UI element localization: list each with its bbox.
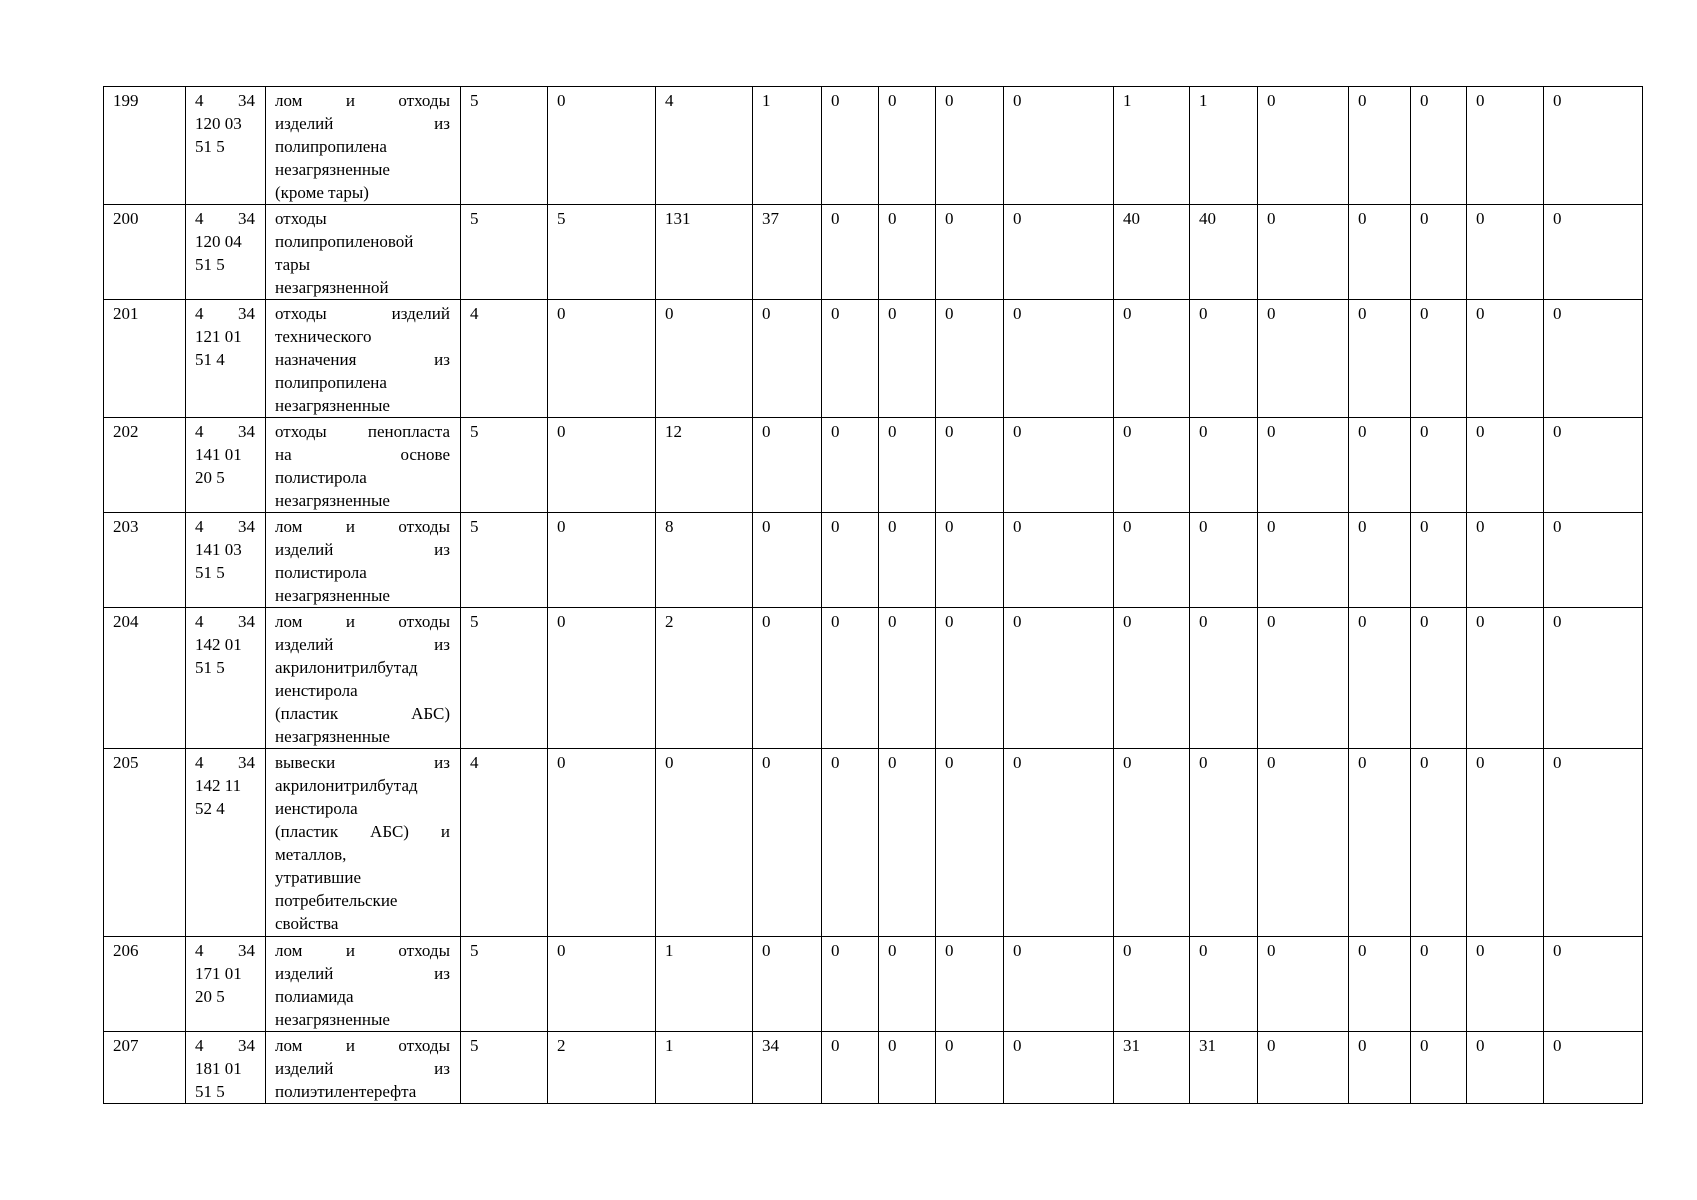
value-cell: 2 bbox=[656, 608, 753, 749]
waste-code-part: 34 bbox=[238, 304, 255, 323]
value-cell: 0 bbox=[936, 300, 1004, 418]
value-cell: 0 bbox=[822, 87, 879, 205]
waste-name-line: полипропиленовой bbox=[275, 232, 414, 251]
waste-name-line: незагрязненные bbox=[275, 160, 390, 179]
waste-code-line: 141 03 bbox=[195, 540, 242, 559]
value-cell: 0 bbox=[822, 513, 879, 608]
waste-code-line: 181 01 bbox=[195, 1059, 242, 1078]
value-cell: 0 bbox=[879, 749, 936, 937]
value-cell: 0 bbox=[1467, 937, 1544, 1032]
waste-name-cell bbox=[266, 87, 461, 205]
value-cell: 0 bbox=[936, 513, 1004, 608]
value-cell: 0 bbox=[753, 513, 822, 608]
waste-code-line: 141 01 bbox=[195, 445, 242, 464]
value-cell: 0 bbox=[879, 87, 936, 205]
waste-code-part: 34 bbox=[238, 517, 255, 536]
value-cell: 0 bbox=[548, 749, 656, 937]
value-cell: 0 bbox=[753, 749, 822, 937]
value-cell: 37 bbox=[753, 205, 822, 300]
value-cell: 0 bbox=[548, 418, 656, 513]
waste-name-cell bbox=[266, 937, 461, 1032]
value-cell: 31 bbox=[1114, 1032, 1190, 1104]
value-cell: 0 bbox=[1114, 418, 1190, 513]
table-row bbox=[104, 749, 1643, 937]
value-cell: 0 bbox=[1349, 418, 1411, 513]
waste-code-cell bbox=[186, 749, 266, 937]
waste-code-line: 121 01 bbox=[195, 327, 242, 346]
value-cell: 0 bbox=[936, 205, 1004, 300]
table-row bbox=[104, 418, 1643, 513]
waste-name-line: назначения из bbox=[275, 350, 450, 369]
value-cell: 0 bbox=[1349, 513, 1411, 608]
waste-name-cell bbox=[266, 749, 461, 937]
value-cell: 0 bbox=[753, 418, 822, 513]
value-cell: 0 bbox=[1004, 418, 1114, 513]
waste-code-part: 34 bbox=[238, 422, 255, 441]
value-cell: 0 bbox=[1411, 608, 1467, 749]
waste-code-cell bbox=[186, 300, 266, 418]
value-cell: 0 bbox=[1114, 749, 1190, 937]
value-cell: 0 bbox=[1544, 205, 1643, 300]
value-cell: 0 bbox=[1114, 300, 1190, 418]
waste-code-part: 4 bbox=[195, 209, 204, 228]
value-cell: 0 bbox=[1190, 749, 1258, 937]
waste-code-line bbox=[195, 939, 255, 962]
value-cell: 5 bbox=[461, 513, 548, 608]
waste-code-line: 142 11 bbox=[195, 776, 242, 795]
value-cell: 0 bbox=[1004, 205, 1114, 300]
value-cell: 0 bbox=[879, 1032, 936, 1104]
value-cell: 0 bbox=[1349, 87, 1411, 205]
value-cell: 0 bbox=[1258, 418, 1349, 513]
value-cell: 0 bbox=[1544, 87, 1643, 205]
value-cell: 0 bbox=[1467, 1032, 1544, 1104]
value-cell: 40 bbox=[1114, 205, 1190, 300]
waste-table bbox=[103, 86, 1643, 1104]
value-cell: 0 bbox=[753, 937, 822, 1032]
waste-code-line bbox=[195, 302, 255, 325]
value-cell: 0 bbox=[548, 87, 656, 205]
waste-name-line: лом и отходы bbox=[275, 91, 450, 110]
value-cell: 131 bbox=[656, 205, 753, 300]
waste-name-line: изделий из bbox=[275, 964, 450, 983]
waste-name-line: на основе bbox=[275, 445, 450, 464]
row-number-cell: 206 bbox=[104, 937, 186, 1032]
value-cell: 0 bbox=[1114, 608, 1190, 749]
waste-name-line: отходы пенопласта bbox=[275, 422, 450, 441]
waste-name-line: полистирола bbox=[275, 468, 367, 487]
row-number-cell: 207 bbox=[104, 1032, 186, 1104]
value-cell: 1 bbox=[753, 87, 822, 205]
value-cell: 0 bbox=[1190, 418, 1258, 513]
waste-code-cell bbox=[186, 513, 266, 608]
waste-code-part: 34 bbox=[238, 1036, 255, 1055]
waste-name-line: иенстирола bbox=[275, 681, 358, 700]
waste-code-part: 34 bbox=[238, 91, 255, 110]
value-cell: 0 bbox=[1467, 205, 1544, 300]
value-cell: 0 bbox=[1467, 608, 1544, 749]
waste-code-line bbox=[195, 610, 255, 633]
value-cell: 5 bbox=[461, 608, 548, 749]
waste-code-line: 51 5 bbox=[195, 563, 225, 582]
waste-code-line: 51 5 bbox=[195, 658, 225, 677]
table-row bbox=[104, 87, 1643, 205]
value-cell: 5 bbox=[461, 418, 548, 513]
value-cell: 0 bbox=[1258, 937, 1349, 1032]
waste-code-line: 120 04 bbox=[195, 232, 242, 251]
waste-name-cell bbox=[266, 300, 461, 418]
value-cell: 0 bbox=[1258, 749, 1349, 937]
waste-name-cell bbox=[266, 1032, 461, 1104]
value-cell: 0 bbox=[822, 418, 879, 513]
waste-name-line: полиамида bbox=[275, 987, 354, 1006]
value-cell: 0 bbox=[1467, 513, 1544, 608]
value-cell: 0 bbox=[1349, 608, 1411, 749]
waste-name-line: отходы изделий bbox=[275, 304, 450, 323]
waste-code-part: 4 bbox=[195, 1036, 204, 1055]
value-cell: 0 bbox=[1349, 937, 1411, 1032]
value-cell: 4 bbox=[461, 749, 548, 937]
value-cell: 0 bbox=[879, 205, 936, 300]
table-row bbox=[104, 937, 1643, 1032]
waste-name-line: полипропилена bbox=[275, 137, 387, 156]
waste-code-line bbox=[195, 420, 255, 443]
waste-code-cell bbox=[186, 1032, 266, 1104]
table-row bbox=[104, 1032, 1643, 1104]
value-cell: 34 bbox=[753, 1032, 822, 1104]
value-cell: 0 bbox=[879, 300, 936, 418]
value-cell: 0 bbox=[822, 608, 879, 749]
waste-code-line: 142 01 bbox=[195, 635, 242, 654]
waste-name-line: изделий из bbox=[275, 540, 450, 559]
waste-code-line bbox=[195, 89, 255, 112]
value-cell: 5 bbox=[461, 937, 548, 1032]
value-cell: 0 bbox=[1544, 300, 1643, 418]
value-cell: 0 bbox=[1411, 87, 1467, 205]
table-row bbox=[104, 513, 1643, 608]
value-cell: 1 bbox=[656, 937, 753, 1032]
waste-name-line: потребительские bbox=[275, 891, 398, 910]
value-cell: 0 bbox=[1349, 1032, 1411, 1104]
waste-code-line bbox=[195, 515, 255, 538]
waste-code-part: 4 bbox=[195, 304, 204, 323]
waste-code-cell bbox=[186, 87, 266, 205]
table-row bbox=[104, 608, 1643, 749]
value-cell: 4 bbox=[461, 300, 548, 418]
value-cell: 0 bbox=[822, 300, 879, 418]
value-cell: 0 bbox=[1349, 749, 1411, 937]
waste-name-line: незагрязненные bbox=[275, 396, 390, 415]
value-cell: 0 bbox=[1258, 513, 1349, 608]
waste-name-cell bbox=[266, 418, 461, 513]
value-cell: 5 bbox=[461, 87, 548, 205]
waste-name-line: акрилонитрилбутад bbox=[275, 776, 418, 795]
waste-name-line: незагрязненной bbox=[275, 278, 389, 297]
waste-name-line: лом и отходы bbox=[275, 612, 450, 631]
table-body bbox=[104, 87, 1643, 1104]
row-number-cell: 204 bbox=[104, 608, 186, 749]
value-cell: 0 bbox=[753, 608, 822, 749]
waste-code-part: 4 bbox=[195, 517, 204, 536]
waste-name-line: тары bbox=[275, 255, 311, 274]
value-cell: 1 bbox=[656, 1032, 753, 1104]
row-number-cell: 202 bbox=[104, 418, 186, 513]
value-cell: 0 bbox=[1349, 205, 1411, 300]
value-cell: 0 bbox=[1190, 608, 1258, 749]
value-cell: 0 bbox=[936, 418, 1004, 513]
value-cell: 0 bbox=[1114, 513, 1190, 608]
waste-name-line: иенстирола bbox=[275, 799, 358, 818]
value-cell: 8 bbox=[656, 513, 753, 608]
value-cell: 0 bbox=[1004, 749, 1114, 937]
value-cell: 0 bbox=[1004, 300, 1114, 418]
value-cell: 0 bbox=[1004, 87, 1114, 205]
value-cell: 0 bbox=[1258, 1032, 1349, 1104]
waste-code-part: 34 bbox=[238, 209, 255, 228]
waste-name-cell bbox=[266, 608, 461, 749]
waste-name-cell bbox=[266, 513, 461, 608]
waste-name-line: (пластик АБС) и bbox=[275, 822, 450, 841]
value-cell: 0 bbox=[936, 749, 1004, 937]
waste-name-line: отходы bbox=[275, 209, 327, 228]
waste-name-line: лом и отходы bbox=[275, 941, 450, 960]
waste-name-line: полиэтилентерефта bbox=[275, 1082, 417, 1101]
waste-name-line: (кроме тары) bbox=[275, 183, 369, 202]
waste-name-line: вывески из bbox=[275, 753, 450, 772]
value-cell: 0 bbox=[1467, 749, 1544, 937]
waste-code-line: 120 03 bbox=[195, 114, 242, 133]
value-cell: 0 bbox=[879, 418, 936, 513]
value-cell: 0 bbox=[879, 608, 936, 749]
value-cell: 0 bbox=[1411, 937, 1467, 1032]
waste-code-cell bbox=[186, 937, 266, 1032]
waste-name-line: лом и отходы bbox=[275, 1036, 450, 1055]
waste-code-line: 171 01 bbox=[195, 964, 242, 983]
waste-code-line bbox=[195, 1034, 255, 1057]
value-cell: 0 bbox=[1544, 749, 1643, 937]
value-cell: 0 bbox=[1258, 87, 1349, 205]
value-cell: 0 bbox=[1467, 418, 1544, 513]
waste-code-line bbox=[195, 207, 255, 230]
value-cell: 0 bbox=[753, 300, 822, 418]
waste-name-line: изделий из bbox=[275, 114, 450, 133]
value-cell: 0 bbox=[1190, 937, 1258, 1032]
waste-code-part: 4 bbox=[195, 941, 204, 960]
value-cell: 0 bbox=[1411, 513, 1467, 608]
row-number-cell: 200 bbox=[104, 205, 186, 300]
waste-name-line: (пластик АБС) bbox=[275, 704, 450, 723]
value-cell: 5 bbox=[548, 205, 656, 300]
waste-name-line: свойства bbox=[275, 914, 339, 933]
waste-code-part: 4 bbox=[195, 612, 204, 631]
value-cell: 0 bbox=[1258, 608, 1349, 749]
value-cell: 0 bbox=[1411, 205, 1467, 300]
value-cell: 0 bbox=[548, 513, 656, 608]
value-cell: 0 bbox=[656, 300, 753, 418]
value-cell: 31 bbox=[1190, 1032, 1258, 1104]
value-cell: 0 bbox=[1114, 937, 1190, 1032]
value-cell: 0 bbox=[1190, 513, 1258, 608]
waste-name-line: незагрязненные bbox=[275, 727, 390, 746]
waste-code-line: 20 5 bbox=[195, 468, 225, 487]
waste-code-line: 51 5 bbox=[195, 255, 225, 274]
waste-name-line: акрилонитрилбутад bbox=[275, 658, 418, 677]
waste-name-line: технического bbox=[275, 327, 372, 346]
value-cell: 0 bbox=[822, 1032, 879, 1104]
row-number-cell: 199 bbox=[104, 87, 186, 205]
value-cell: 0 bbox=[822, 749, 879, 937]
waste-code-part: 4 bbox=[195, 422, 204, 441]
value-cell: 0 bbox=[1258, 300, 1349, 418]
value-cell: 0 bbox=[548, 300, 656, 418]
value-cell: 0 bbox=[822, 205, 879, 300]
waste-code-part: 34 bbox=[238, 612, 255, 631]
waste-code-line: 51 5 bbox=[195, 137, 225, 156]
value-cell: 1 bbox=[1190, 87, 1258, 205]
value-cell: 0 bbox=[1467, 300, 1544, 418]
waste-name-line: полистирола bbox=[275, 563, 367, 582]
waste-name-line: полипропилена bbox=[275, 373, 387, 392]
row-number-cell: 201 bbox=[104, 300, 186, 418]
waste-code-line: 51 4 bbox=[195, 350, 225, 369]
waste-code-line: 51 5 bbox=[195, 1082, 225, 1101]
value-cell: 0 bbox=[1411, 418, 1467, 513]
value-cell: 0 bbox=[1004, 513, 1114, 608]
value-cell: 0 bbox=[1411, 300, 1467, 418]
table-row bbox=[104, 300, 1643, 418]
waste-code-line bbox=[195, 751, 255, 774]
value-cell: 0 bbox=[936, 1032, 1004, 1104]
waste-code-part: 34 bbox=[238, 753, 255, 772]
value-cell: 0 bbox=[936, 87, 1004, 205]
value-cell: 0 bbox=[1004, 937, 1114, 1032]
value-cell: 0 bbox=[1544, 608, 1643, 749]
row-number-cell: 203 bbox=[104, 513, 186, 608]
value-cell: 0 bbox=[1467, 87, 1544, 205]
value-cell: 2 bbox=[548, 1032, 656, 1104]
table-row bbox=[104, 205, 1643, 300]
value-cell: 0 bbox=[548, 608, 656, 749]
row-number-cell: 205 bbox=[104, 749, 186, 937]
waste-code-cell bbox=[186, 418, 266, 513]
value-cell: 0 bbox=[936, 608, 1004, 749]
value-cell: 0 bbox=[656, 749, 753, 937]
waste-code-part: 34 bbox=[238, 941, 255, 960]
value-cell: 0 bbox=[1190, 300, 1258, 418]
value-cell: 5 bbox=[461, 205, 548, 300]
waste-code-part: 4 bbox=[195, 753, 204, 772]
value-cell: 0 bbox=[1544, 418, 1643, 513]
value-cell: 4 bbox=[656, 87, 753, 205]
value-cell: 0 bbox=[1004, 1032, 1114, 1104]
waste-name-line: незагрязненные bbox=[275, 586, 390, 605]
value-cell: 0 bbox=[879, 937, 936, 1032]
value-cell: 0 bbox=[1349, 300, 1411, 418]
value-cell: 0 bbox=[1411, 749, 1467, 937]
waste-name-line: изделий из bbox=[275, 635, 450, 654]
waste-code-line: 52 4 bbox=[195, 799, 225, 818]
waste-name-line: незагрязненные bbox=[275, 1010, 390, 1029]
value-cell: 0 bbox=[1544, 937, 1643, 1032]
waste-name-line: металлов, bbox=[275, 845, 347, 864]
value-cell: 0 bbox=[879, 513, 936, 608]
value-cell: 0 bbox=[1544, 513, 1643, 608]
waste-code-part: 4 bbox=[195, 91, 204, 110]
value-cell: 0 bbox=[1004, 608, 1114, 749]
value-cell: 0 bbox=[548, 937, 656, 1032]
waste-name-cell bbox=[266, 205, 461, 300]
waste-name-line: изделий из bbox=[275, 1059, 450, 1078]
waste-name-line: лом и отходы bbox=[275, 517, 450, 536]
waste-code-cell bbox=[186, 205, 266, 300]
value-cell: 40 bbox=[1190, 205, 1258, 300]
value-cell: 1 bbox=[1114, 87, 1190, 205]
value-cell: 0 bbox=[936, 937, 1004, 1032]
value-cell: 0 bbox=[1411, 1032, 1467, 1104]
waste-name-line: утратившие bbox=[275, 868, 362, 887]
value-cell: 0 bbox=[1544, 1032, 1643, 1104]
waste-code-line: 20 5 bbox=[195, 987, 225, 1006]
value-cell: 12 bbox=[656, 418, 753, 513]
value-cell: 0 bbox=[1258, 205, 1349, 300]
value-cell: 0 bbox=[822, 937, 879, 1032]
waste-code-cell bbox=[186, 608, 266, 749]
waste-name-line: незагрязненные bbox=[275, 491, 390, 510]
value-cell: 5 bbox=[461, 1032, 548, 1104]
